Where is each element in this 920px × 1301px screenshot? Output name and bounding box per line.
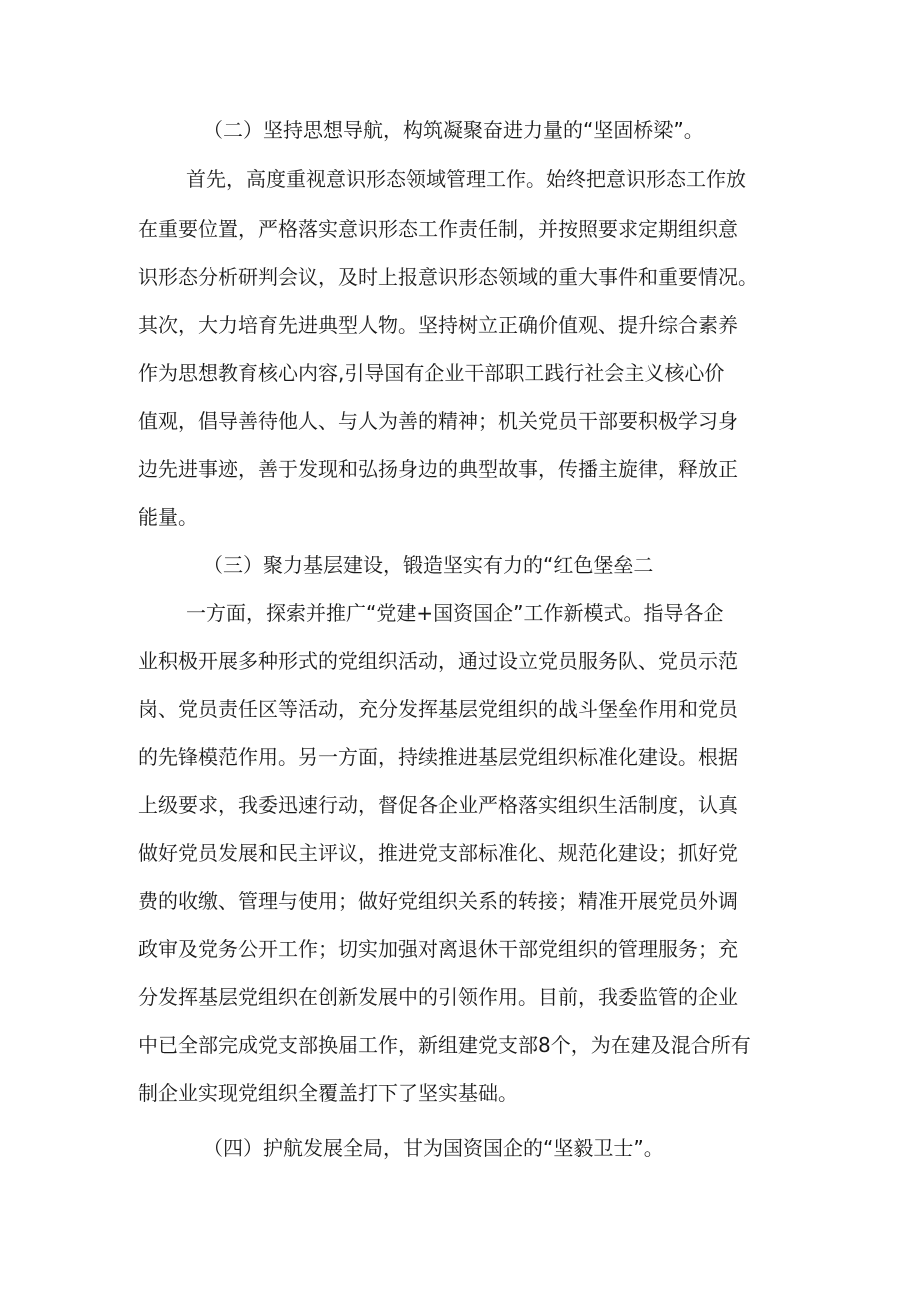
section-heading-4: （四）护航发展全局，甘为国资国企的“坚毅卫士”。 [203, 1136, 664, 1160]
paragraph-line: 分发挥基层党组织在创新发展中的引领作用。目前，我委监管的企业 [138, 985, 738, 1009]
paragraph-line: 制企业实现党组织全覆盖打下了坚实基础。 [138, 1081, 518, 1105]
paragraph-line: 作为思想教育核心内容,引导国有企业干部职工践行社会主义核心价 [138, 361, 725, 385]
paragraph-line: 边先进事迹，善于发现和弘扬身边的典型故事，传播主旋律，释放正 [138, 457, 738, 481]
paragraph-line: 岗、党员责任区等活动，充分发挥基层党组织的战斗堡垒作用和党员 [138, 697, 738, 721]
section-heading-2: （二）坚持思想导航，构筑凝聚奋进力量的“坚固桥梁”。 [203, 118, 704, 142]
paragraph-line: 其次，大力培育先进典型人物。坚持树立正确价值观、提升综合素养 [138, 313, 738, 337]
paragraph-line: 识形态分析研判会议，及时上报意识形态领域的重大事件和重要情况。 [138, 265, 758, 289]
paragraph-line: 费的收缴、管理与使用；做好党组织关系的转接；精准开展党员外调 [138, 889, 738, 913]
paragraph-line: 上级要求，我委迅速行动，督促各企业严格落实组织生活制度，认真 [138, 793, 738, 817]
paragraph-line: 业积极开展多种形式的党组织活动，通过设立党员服务队、党员示范 [138, 649, 738, 673]
paragraph-line: 一方面，探索并推广“党建+国资国企”工作新模式。指导各企 [186, 601, 724, 625]
paragraph-line: 做好党员发展和民主评议，推进党支部标准化、规范化建设；抓好党 [138, 841, 738, 865]
paragraph-line: 在重要位置，严格落实意识形态工作责任制，并按照要求定期组织意 [138, 217, 738, 241]
paragraph-line: 的先锋模范作用。另一方面，持续推进基层党组织标准化建设。根据 [138, 745, 738, 769]
paragraph-line: 值观，倡导善待他人、与人为善的精神；机关党员干部要积极学习身 [138, 409, 738, 433]
paragraph-line: 能量。 [138, 505, 198, 529]
paragraph-line: 政审及党务公开工作；切实加强对离退休干部党组织的管理服务；充 [138, 937, 738, 961]
paragraph-line: 中已全部完成党支部换届工作，新组建党支部8个，为在建及混合所有 [138, 1033, 751, 1057]
section-heading-3: （三）聚力基层建设，锻造坚实有力的“红色堡垒二 [203, 553, 654, 577]
paragraph-line: 首先，高度重视意识形态领域管理工作。始终把意识形态工作放 [186, 167, 746, 191]
